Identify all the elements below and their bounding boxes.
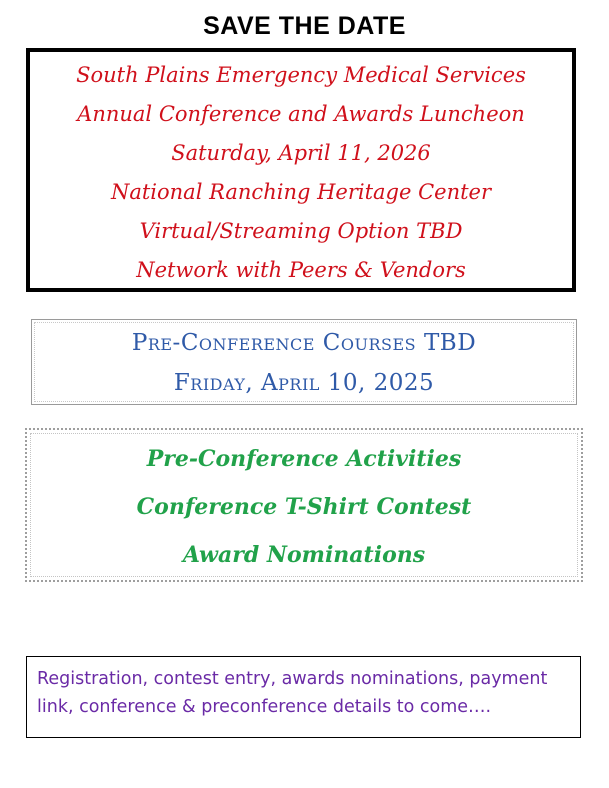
conference-details-box (26, 48, 576, 292)
registration-info-box (26, 656, 581, 738)
preconference-date: Friday, April 10, 2025 (173, 370, 435, 396)
preconference-activities: Pre-Conference Activities (146, 446, 462, 472)
virtual-option: Virtual/Streaming Option TBD (139, 219, 463, 243)
tshirt-contest: Conference T-Shirt Contest (136, 494, 472, 520)
event-name: Annual Conference and Awards Luncheon (77, 102, 525, 126)
organization-name: South Plains Emergency Medical Services (76, 63, 526, 87)
preconference-courses: Pre-Conference Courses TBD (131, 330, 477, 356)
networking-note: Network with Peers & Vendors (136, 258, 466, 282)
award-nominations: Award Nominations (182, 542, 426, 568)
preconference-courses-box (31, 319, 577, 405)
event-venue: National Ranching Heritage Center (110, 180, 492, 204)
page-title: SAVE THE DATE (203, 12, 406, 40)
activities-box (25, 428, 583, 582)
event-date: Saturday, April 11, 2026 (171, 141, 431, 165)
registration-info-text: Registration, contest entry, awards nominations, payment link, conference & preconference details to come…. (37, 669, 548, 717)
